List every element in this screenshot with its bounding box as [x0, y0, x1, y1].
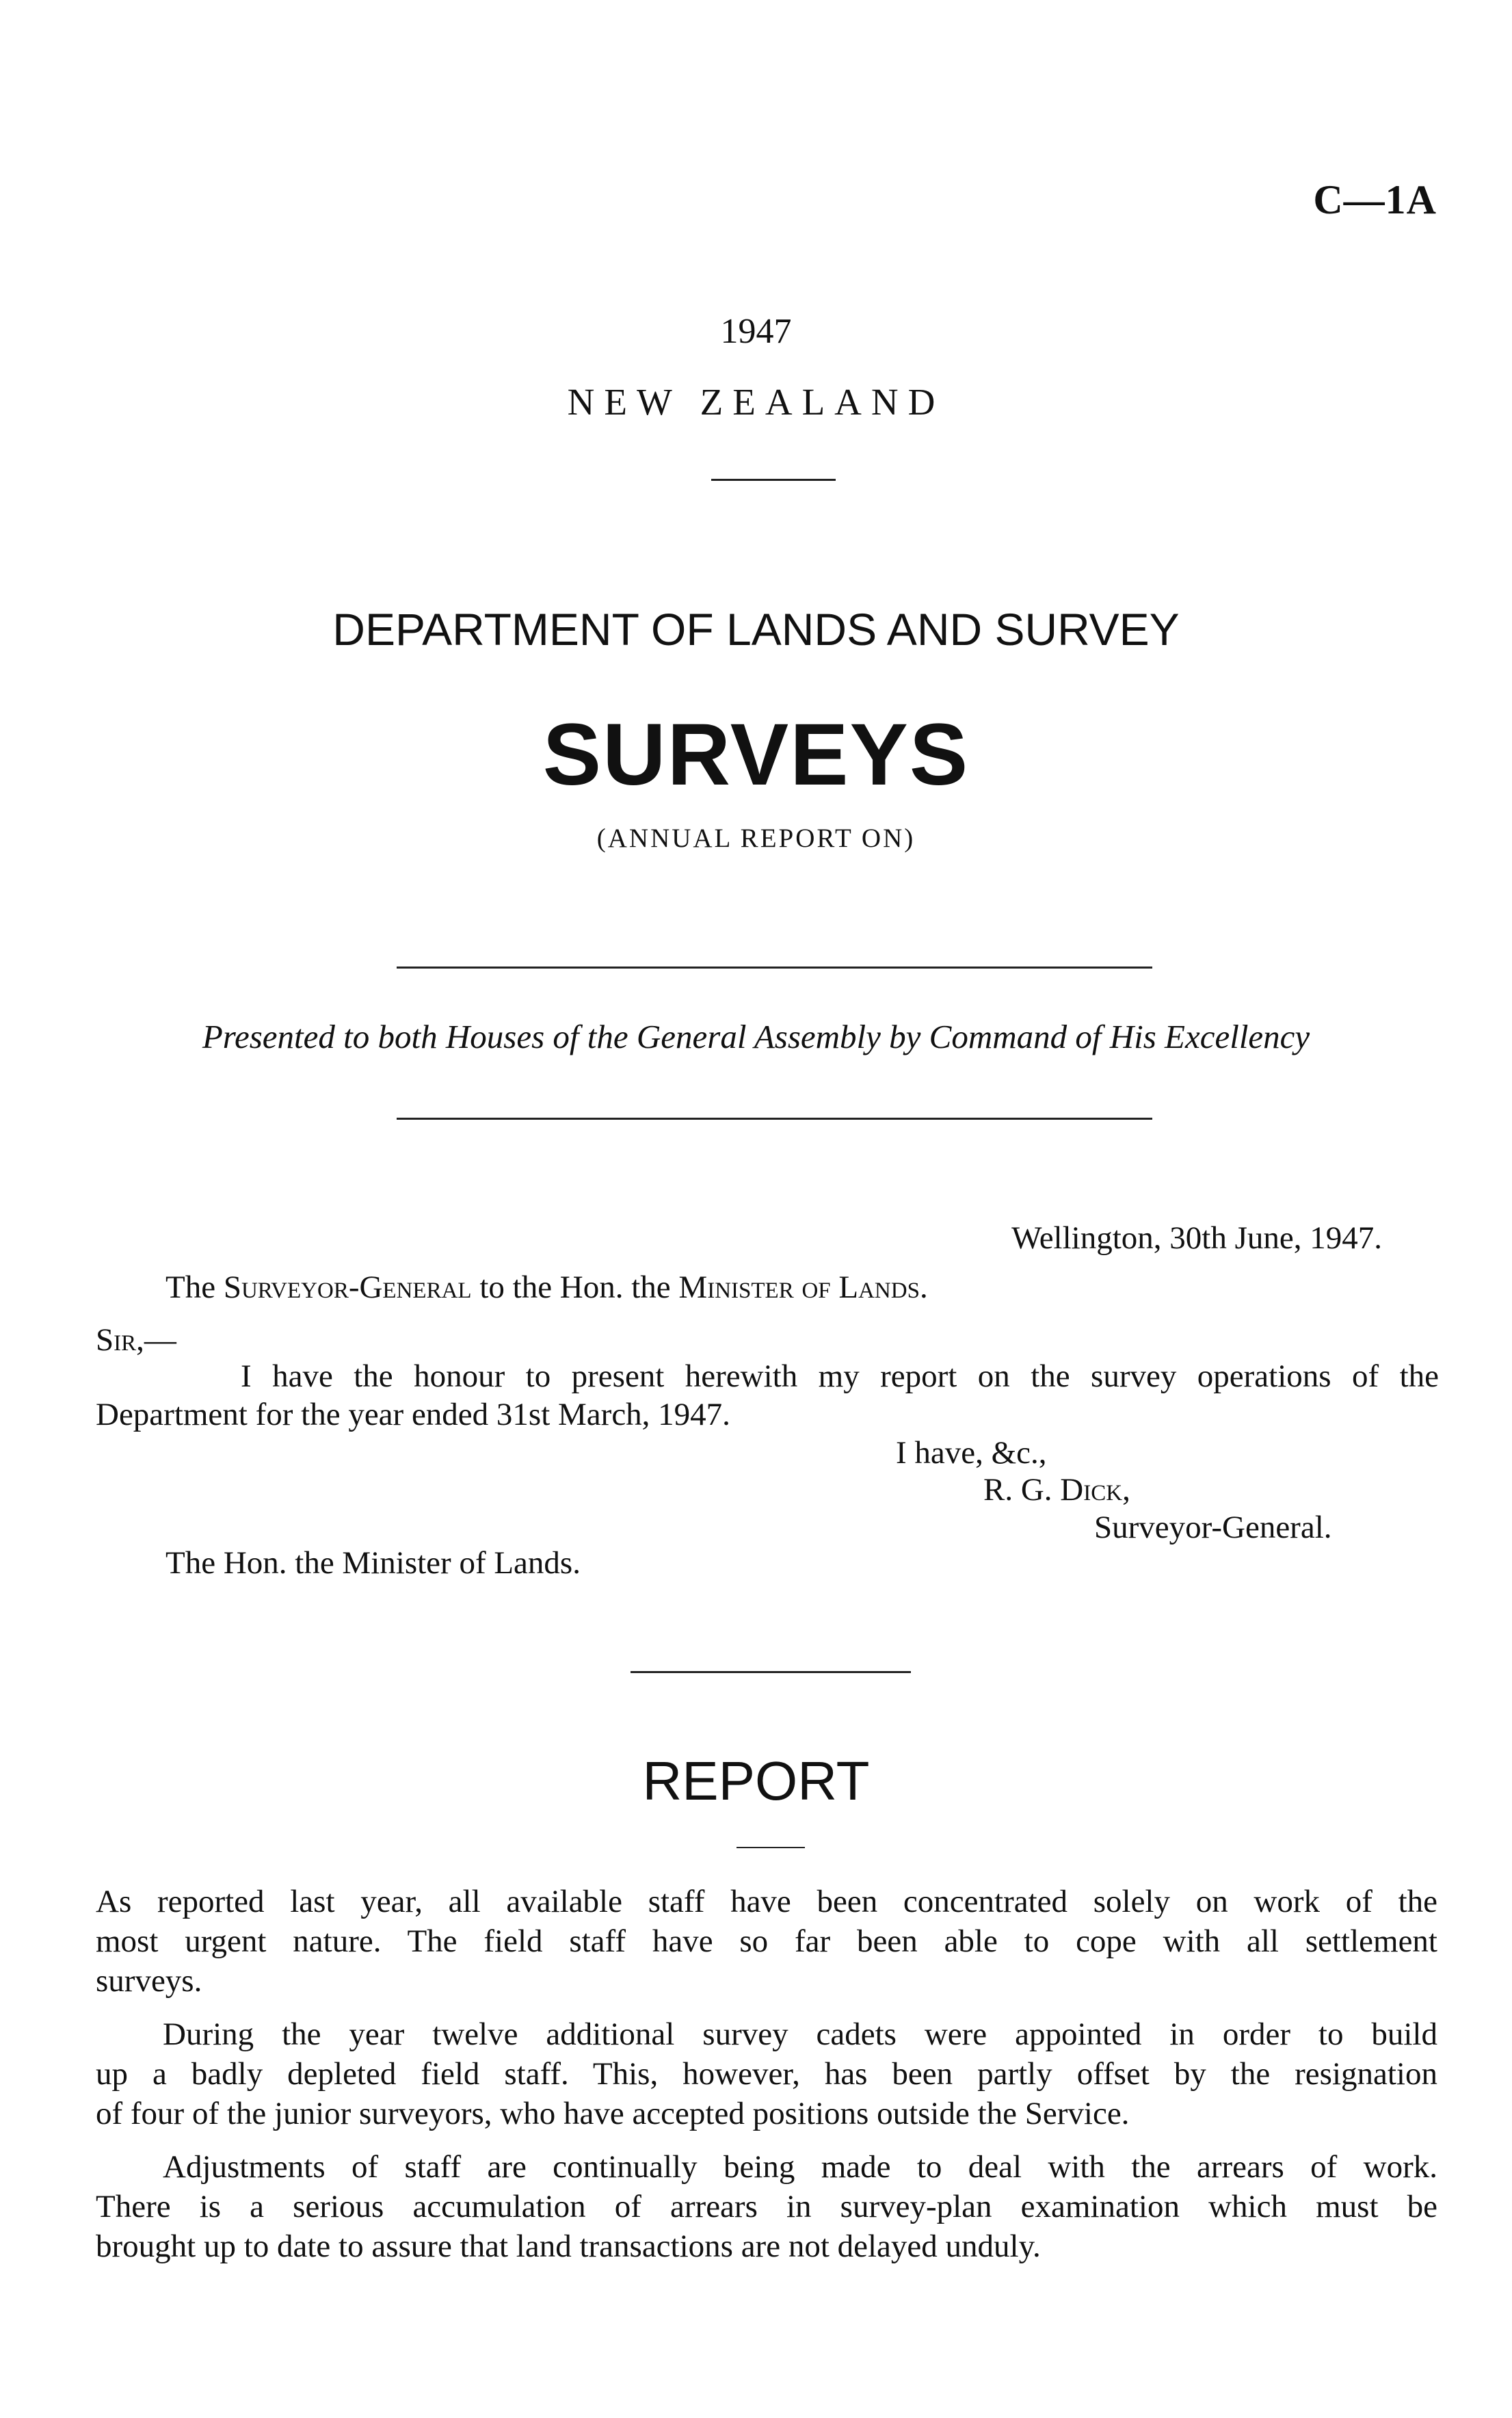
divider-long-top [397, 967, 1152, 969]
paragraph-1-line-2: most urgent nature. The field staff have so far been able to cope with all settlement [96, 1923, 1437, 1959]
report-paragraph-3 [96, 2147, 1437, 2266]
addressed-to: Minister of Lands. [678, 1270, 928, 1305]
report-heading: REPORT [642, 1750, 870, 1811]
subtitle: (ANNUAL REPORT ON) [596, 824, 916, 853]
signature-initials: R. G. [983, 1472, 1052, 1508]
country-name: NEW ZEALAND [567, 381, 945, 423]
presented-line: Presented to both Houses of the General Assembly by Command of His Excellency [202, 1018, 1310, 1055]
divider-short [711, 479, 836, 481]
paragraph-1-line-3: surveys. [96, 1963, 202, 1999]
paragraph-3-line-3: brought up to date to assure that land transactions are not delayed unduly. [96, 2229, 1041, 2264]
signature-name [983, 1471, 1130, 1508]
paragraph-2-line-2: up a badly depleted field staff. This, however, has been partly offset by the resignation [96, 2056, 1437, 2092]
paragraph-3-line-1: Adjustments of staff are continually being made to deal with the arrears of work. [163, 2149, 1437, 2185]
department-name: DEPARTMENT OF LANDS AND SURVEY [332, 604, 1180, 655]
divider-tiny [737, 1847, 805, 1848]
closing: I have, &c., [896, 1435, 1047, 1471]
signature-surname: Dick, [1060, 1472, 1130, 1508]
addressed-the: The [165, 1270, 216, 1305]
signature-title: Surveyor-General. [1094, 1510, 1332, 1545]
report-paragraph-2 [96, 2014, 1437, 2133]
recipient: The Hon. the Minister of Lands. [165, 1545, 581, 1581]
letter-body-line-2: Department for the year ended 31st March, 1947. [96, 1397, 730, 1432]
paragraph-3-line-2: There is a serious accumulation of arrears in survey-plan examination which must be [96, 2189, 1437, 2224]
place-date: Wellington, 30th June, 1947. [1011, 1220, 1382, 1256]
report-year: 1947 [720, 312, 792, 351]
paragraph-2-line-1: During the year twelve additional survey cadets were appointed in order to build [163, 2016, 1437, 2052]
divider-mid [631, 1671, 911, 1673]
divider-long-bottom [397, 1118, 1152, 1120]
main-title: SURVEYS [542, 706, 970, 804]
addressed-to-the-hon: to the Hon. the [479, 1270, 671, 1305]
letter-body-line-1: I have the honour to present herewith my report on the survey operations of the [241, 1358, 1439, 1394]
addressed-from: Surveyor-General [223, 1270, 472, 1305]
addressed-line [165, 1269, 928, 1306]
paragraph-2-line-3: of four of the junior surveyors, who have accepted positions outside the Service. [96, 2096, 1130, 2131]
salutation: Sir,— [96, 1322, 176, 1358]
page-code: C—1A [1313, 177, 1437, 222]
paragraph-1-line-1: As reported last year, all available staff have been concentrated solely on work of the [96, 1884, 1437, 1919]
report-paragraph-1 [96, 1882, 1437, 2001]
